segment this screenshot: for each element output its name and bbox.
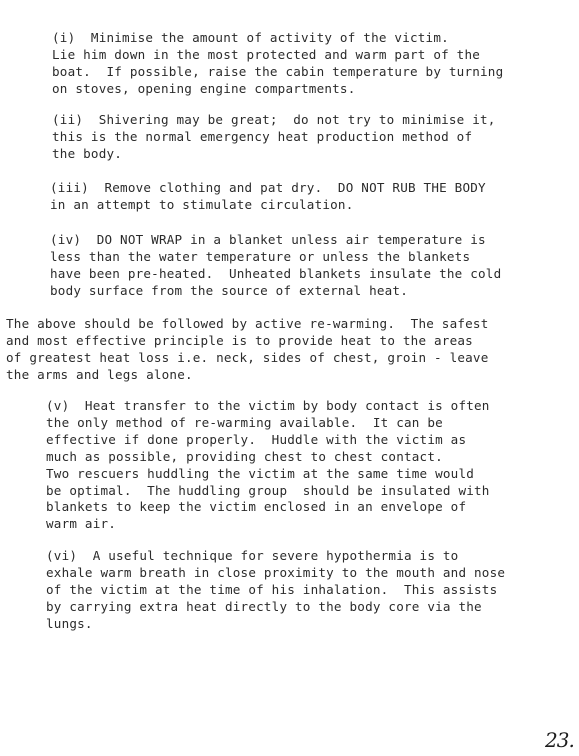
paragraph-line: (ii) Shivering may be great; do not try to minimise it,: [52, 112, 496, 127]
paragraph-line: the arms and legs alone.: [6, 366, 193, 382]
paragraph-line: blankets to keep the victim enclosed in an envelope of: [46, 499, 467, 515]
paragraph-line: Lie him down in the most protected and warm part of the: [52, 46, 481, 62]
paragraph-line: on stoves, opening engine compartments.: [52, 80, 356, 96]
paragraph-line: be optimal. The huddling group should be insulated with: [46, 482, 490, 498]
paragraph-line: less than the water temperature or unless the blankets: [50, 248, 471, 264]
paragraph-line: warm air.: [46, 516, 117, 532]
paragraph-line: have been pre-heated. Unheated blankets insulate the cold: [50, 265, 502, 281]
paragraph-line: and most effective principle is to provide heat to the areas: [6, 332, 473, 348]
paragraph-line: effective if done properly. Huddle with the victim as: [46, 431, 467, 447]
page-number: 23.: [545, 728, 574, 752]
paragraph-line: (v) Heat transfer to the victim by body contact is often: [46, 398, 490, 413]
paragraph-line: the body.: [52, 145, 123, 161]
paragraph-iv: [50, 232, 501, 300]
paragraph-line: in an attempt to stimulate circulation.: [50, 196, 354, 212]
paragraph-line: this is the normal emergency heat production method of: [52, 128, 473, 144]
paragraph-vi: [46, 548, 505, 633]
paragraph-ii: [52, 112, 496, 163]
paragraph-line: much as possible, providing chest to chest contact.: [46, 448, 443, 464]
paragraph-line: (iv) DO NOT WRAP in a blanket unless air temperature is: [50, 232, 486, 247]
paragraph-iii: [50, 180, 486, 214]
paragraph-line: The above should be followed by active re-warming. The safest: [6, 316, 489, 331]
paragraph-line: (vi) A useful technique for severe hypothermia is to: [46, 548, 459, 563]
paragraph-line: lungs.: [46, 615, 93, 631]
paragraph-v: [46, 398, 490, 533]
paragraph-line: the only method of re-warming available. It can be: [46, 414, 443, 430]
paragraph-line: body surface from the source of external heat.: [50, 282, 408, 298]
paragraph-line: of the victim at the time of his inhalation. This assists: [46, 581, 498, 597]
paragraph-line: boat. If possible, raise the cabin temperature by turning: [52, 63, 504, 79]
paragraph-line: (i) Minimise the amount of activity of the victim.: [52, 30, 449, 45]
paragraph-line: Two rescuers huddling the victim at the same time would: [46, 465, 475, 481]
paragraph-i: [52, 30, 503, 98]
paragraph-line: (iii) Remove clothing and pat dry. DO NOT RUB THE BODY: [50, 180, 486, 195]
paragraph-line: of greatest heat loss i.e. neck, sides of chest, groin - leave: [6, 349, 489, 365]
paragraph-rewarming: [6, 316, 489, 384]
paragraph-line: exhale warm breath in close proximity to the mouth and nose: [46, 564, 506, 580]
paragraph-line: by carrying extra heat directly to the body core via the: [46, 598, 482, 614]
